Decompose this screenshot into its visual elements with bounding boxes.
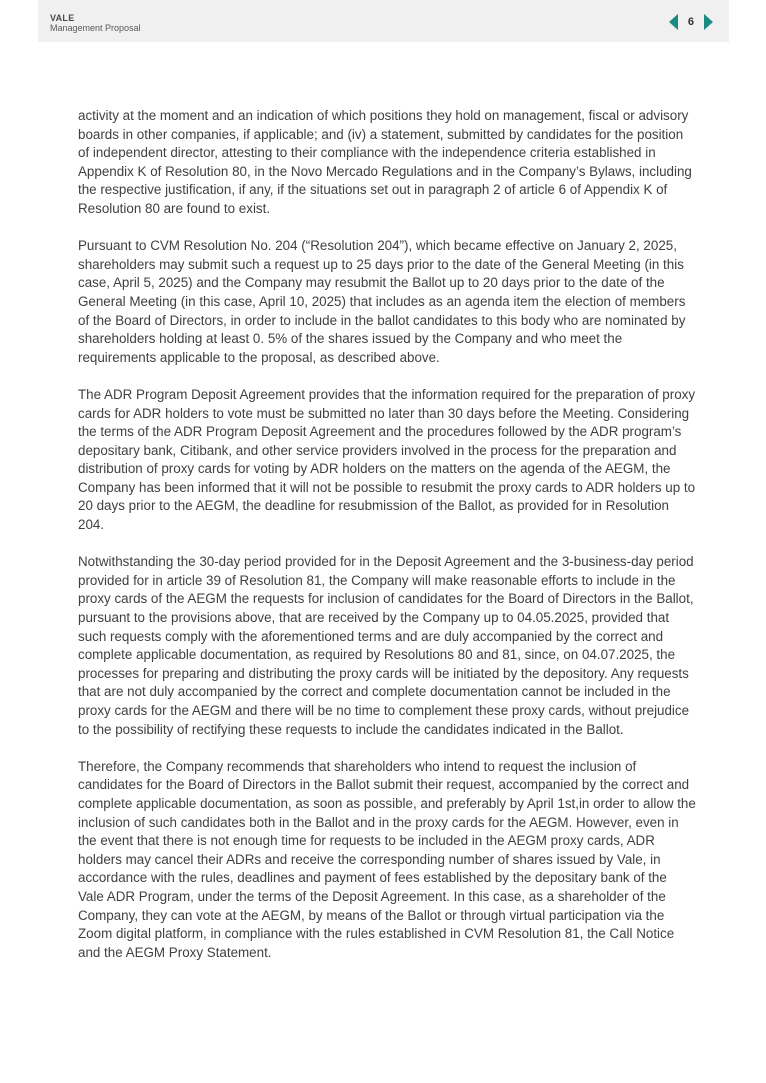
page-number: 6 xyxy=(687,16,694,28)
paragraph-3: The ADR Program Deposit Agreement provides that the information required for the preparation of proxy cards for ADR holders to vote must be submitted no later than 30 days before the Meeting. Considering the terms of the ADR Program Deposit Agreement and the procedures followed by the ADR program’s depositary bank, Citibank, and other service providers involved in the process for the preparation and distribution of proxy cards for voting by ADR holders on the matters on the agenda of the AEGM, the Company has been informed that it will not be possible to resubmit the proxy cards to ADR holders up to 20 days prior to the AEGM, the deadline for resubmission of the Ballot, as provided for in Resolution 204. xyxy=(78,386,696,533)
brand-name: VALE xyxy=(50,13,75,23)
paragraph-2: Pursuant to CVM Resolution No. 204 (“Resolution 204”), which became effective on January 2, 2025, shareholders may submit such a request up to 25 days prior to the date of the General Meeting (in this case, April 5, 2025) and the Company may resubmit the Ballot up to 20 days prior to the date of the General Meeting (in this case, April 10, 2025) that includes as an agenda item the election of members of the Board of Directors, in order to include in the ballot candidates to this body who are nominated by shareholders holding at least 0. 5% of the shares issued by the Company and who meet the requirements applicable to the proposal, as described above. xyxy=(78,238,686,365)
triangle-left-icon[interactable] xyxy=(669,14,678,30)
document-subtitle: Management Proposal xyxy=(50,23,141,33)
page-header xyxy=(38,0,729,42)
body-text xyxy=(78,107,696,981)
paragraph-5: Therefore, the Company recommends that shareholders who intend to request the inclusion of candidates for the Board of Directors in the Ballot submit their request, accompanied by the correct and complete applicable documentation, as soon as possible, and preferably by April 1st,in order to allow the inclusion of such candidates both in the Ballot and in the proxy cards for the AEGM. However, even in the event that there is not enough time for requests to be included in the AEGM proxy cards, ADR holders may cancel their ADRs and receive the corresponding number of shares issued by Vale, in accordance with the rules, deadlines and payment of fees established by the depositary bank of the Vale ADR Program, under the terms of the Deposit Agreement. In this case, as a shareholder of the Company, they can vote at the AEGM, by means of the Ballot or through virtual participation via the Zoom digital platform, in compliance with the rules established in CVM Resolution 81, the Call Notice and the AEGM Proxy Statement. xyxy=(78,758,696,960)
paragraph-1: activity at the moment and an indication of which positions they hold on management, fiscal or advisory boards in other companies, if applicable; and (iv) a statement, submitted by candidates for the position of independent director, attesting to their compliance with the independence criteria established in Appendix K of Resolution 80, in the Novo Mercado Regulations and in the Company’s Bylaws, including the respective justification, if any, if the situations set out in paragraph 2 of article 6 of Appendix K of Resolution 80 are found to exist. xyxy=(78,108,692,216)
paragraph-4: Notwithstanding the 30-day period provided for in the Deposit Agreement and the 3-business-day period provided for in article 39 of Resolution 81, the Company will make reasonable efforts to include in the proxy cards of the AEGM the requests for inclusion of candidates for the Board of Directors in the Ballot, pursuant to the provisions above, that are received by the Company up to 04.05.2025, provided that such requests comply with the aforementioned terms and are duly accompanied by the correct and complete applicable documentation, as required by Resolutions 80 and 81, since, on 04.07.2025, the processes for preparing and distributing the proxy cards will be initiated by the depository. Any requests that are not duly accompanied by the correct and complete documentation cannot be included in the proxy cards for the AEGM and there will be no time to complement these proxy cards, without prejudice to the possibility of rectifying these requests to include the candidates indicated in the Ballot. xyxy=(78,554,694,737)
page-navigator xyxy=(669,14,713,30)
brand-block xyxy=(50,13,141,33)
triangle-right-icon[interactable] xyxy=(704,14,713,30)
